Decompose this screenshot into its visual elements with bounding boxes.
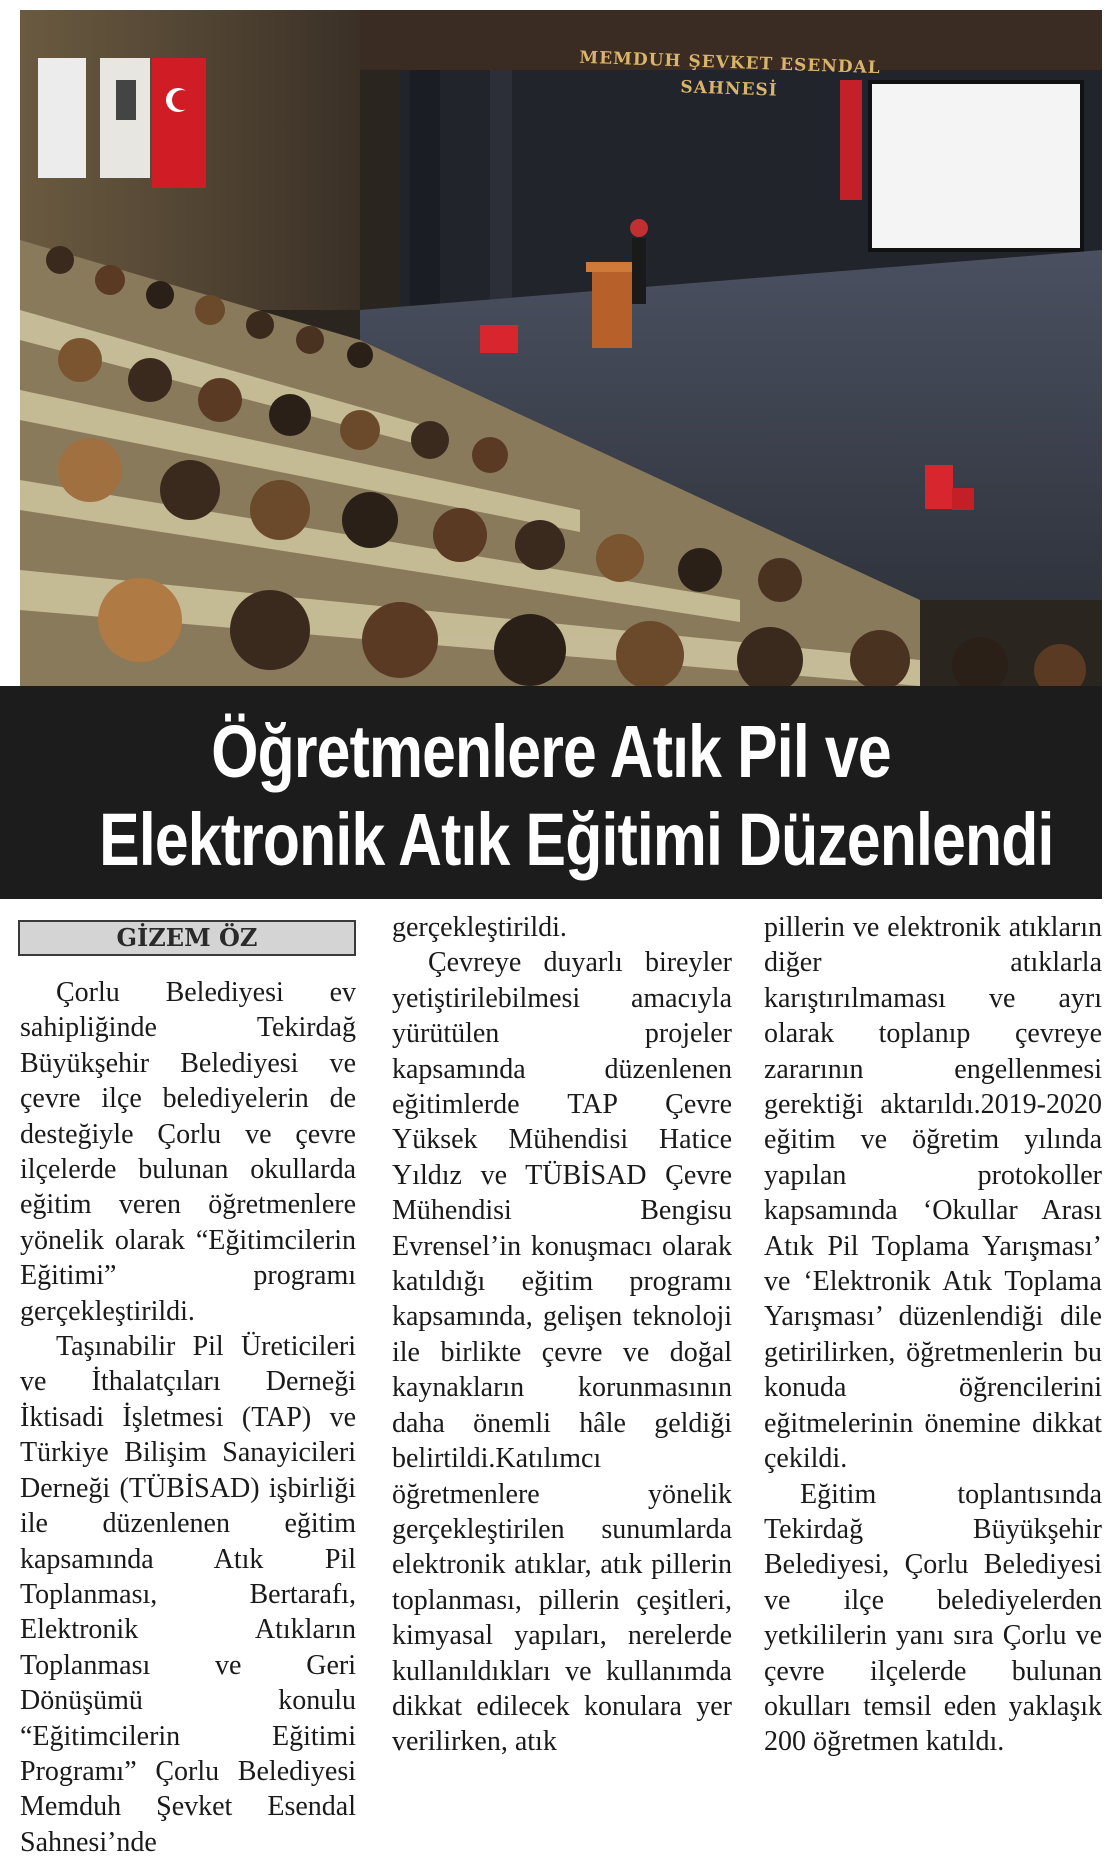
headline-line-1: Öğretmenlere Atık Pil ve <box>211 710 891 793</box>
turkish-flag <box>152 58 206 188</box>
projection-screen <box>870 82 1082 250</box>
auditorium-illustration <box>20 10 1102 686</box>
headline-line-2: Elektronik Atık Eğitimi Düzenlendi <box>99 798 1054 881</box>
article-column-3 <box>764 910 1102 1760</box>
paragraph: Eğitim toplantısında Tekirdağ Büyükşehir Belediyesi, Çorlu Belediyesi ve ilçe belediyelerden yetkililerin yanı sıra Çorlu ve çevre ilçelerde bulunan okulları temsil eden yaklaşık 200 öğretmen katıldı. <box>764 1478 1102 1758</box>
paragraph: pillerin ve elektronik atıkların diğer atıklarla karıştırılmaması ve ayrı olarak toplanıp çevreye zararının engellenmesi gerektiği aktarıldı.2019-2020 eğitim ve öğretim yılında yapılan protokoller kapsamında ‘Okullar Arası Atık Pil Toplama Yarışması’ ve ‘Elektronik Atık Toplama Yarışması’ düzenlendiği dile getirilirken, öğretmenlerin bu konuda öğrencilerini eğitmelerinin önemine dikkat çekildi. <box>764 912 1102 1475</box>
article-column-2 <box>392 910 732 1760</box>
headline <box>99 686 1054 884</box>
white-banner <box>38 58 86 178</box>
paragraph: Çevreye duyarlı bireyler yetiştirilebilmesi amacıyla yürütülen projeler kapsamında düzenlenen eğitimlerde TAP Çevre Yüksek Mühendisi Hatice Yıldız ve TÜBİSAD Çevre Mühendisi Bengisu Evrensel’in konuşmacı olarak katıldığı eğitim programı kapsamında, gelişen teknoloji ile birlikte çevre ve doğal kaynakların korunmasının daha önemli hâle geldiği belirtildi.Katılımcı öğretmenlere yönelik gerçekleştirilen sunumlarda elektronik atıklar, atık pillerin toplanması, pillerin çeşitleri, kimyasal yapıları, nerelerde kullanıldıkları ve kullanımda dikkat edilecek konulara yer verilirken, atık <box>392 947 732 1758</box>
headline-banner <box>0 686 1102 899</box>
article-photo <box>20 10 1102 686</box>
stage-sign: MEMDUH ŞEVKET ESENDAL SAHNESİ <box>578 47 881 101</box>
article-column-1 <box>20 975 356 1860</box>
paragraph: Taşınabilir Pil Üreticileri ve İthalatçıları Derneği İktisadi İşletmesi (TAP) ve Türkiye Bilişim Sanayicileri Derneği (TÜBİSAD) işbirliği ile düzenlenen eğitim kapsamında Atık Pil Toplanması, Bertarafı, Elektronik Atıkların Toplanması ve Geri Dönüşümü konulu “Eğitimcilerin Eğitimi Programı” Çorlu Belediyesi Memduh Şevket Esendal Sahnesi’nde <box>20 1331 356 1858</box>
paragraph: gerçekleştirildi. <box>392 912 567 943</box>
paragraph: Çorlu Belediyesi ev sahipliğinde Tekirdağ Büyükşehir Belediyesi ve çevre ilçe belediyelerin de desteğiyle Çorlu ve çevre ilçelerde bulunan okullarda eğitim veren öğretmenlere yönelik olarak “Eğitimcilerin Eğitimi” programı gerçekleştirildi. <box>20 977 356 1327</box>
podium <box>592 268 632 348</box>
author-byline: GİZEM ÖZ <box>18 920 356 956</box>
